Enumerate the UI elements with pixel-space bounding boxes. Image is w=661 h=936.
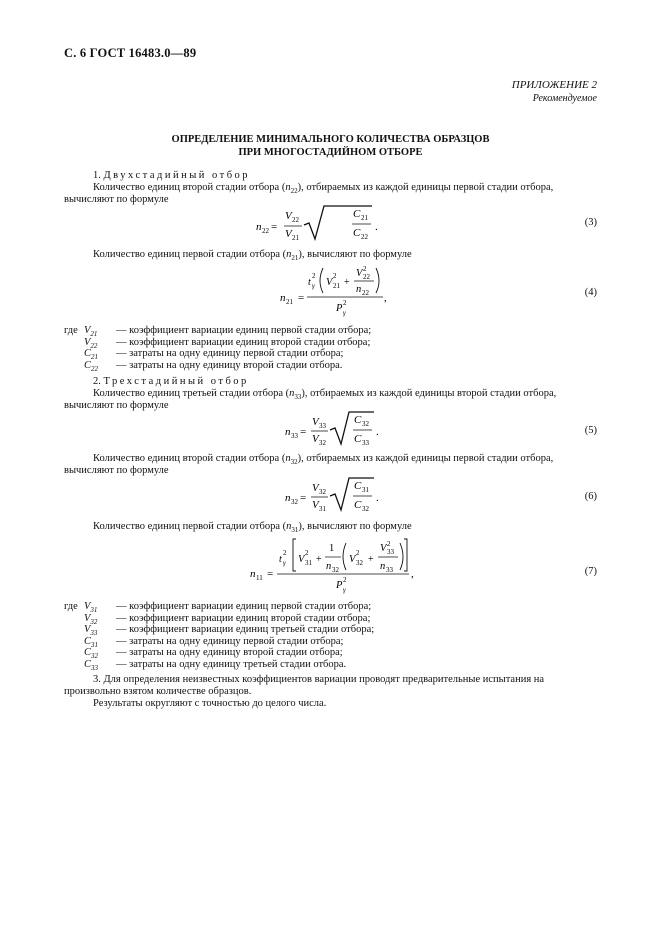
svg-text:P: P	[336, 303, 343, 314]
section-1-definitions	[64, 325, 371, 371]
appendix-status: Рекомендуемое	[532, 93, 597, 104]
formula-3	[240, 203, 390, 243]
section-1-paragraph-1-cont: вычисляют по формуле	[64, 194, 169, 205]
svg-text:n: n	[356, 284, 362, 295]
svg-text:n: n	[256, 221, 262, 233]
svg-text:22: 22	[362, 289, 369, 297]
svg-text:33: 33	[291, 432, 298, 440]
equation-number-6: (6)	[584, 491, 597, 502]
definition-row: где $V_{31}$ — коэффициент вариации единиц первой стадии отбора;	[64, 601, 372, 615]
svg-text:32: 32	[319, 439, 326, 447]
svg-text:=: =	[271, 221, 278, 233]
section-2-paragraph-3: Количество единиц первой стадии отбора $(n_{31})$, вычисляют по формуле	[93, 521, 412, 535]
svg-text:32: 32	[362, 505, 369, 513]
svg-text:11: 11	[256, 574, 263, 582]
equation-number-3: (3)	[584, 217, 597, 228]
svg-text:γ: γ	[283, 559, 286, 567]
definition-row: $V_{33}$ — коэффициент вариации единиц третьей стадии отбора;	[84, 624, 375, 638]
svg-text:+: +	[316, 554, 322, 565]
definition-row: где $V_{21}$ — коэффициент вариации единиц первой стадии отбора;	[64, 325, 372, 339]
svg-text:32: 32	[291, 498, 298, 506]
section-3-paragraph-2: Результаты округляют с точностью до целого числа.	[93, 698, 327, 709]
svg-text:31: 31	[305, 559, 312, 567]
svg-text:+: +	[368, 554, 374, 565]
svg-text:V: V	[349, 554, 356, 565]
svg-text:V: V	[326, 277, 333, 288]
svg-text:P: P	[336, 580, 343, 591]
definition-row: $C_{32}$ — затраты на одну единицу второй стадии отбора;	[84, 647, 343, 661]
svg-text:31: 31	[319, 505, 326, 513]
definition-row: $C_{31}$ — затраты на одну единицу первой стадии отбора;	[84, 635, 344, 649]
svg-text:2: 2	[343, 576, 347, 584]
section-3	[64, 674, 597, 710]
title-line-2: ПРИ МНОГОСТАДИЙНОМ ОТБОРЕ	[238, 147, 423, 158]
svg-text:2: 2	[333, 272, 337, 280]
svg-text:C: C	[354, 499, 362, 511]
svg-text:33: 33	[387, 548, 394, 556]
svg-text:t: t	[308, 277, 311, 288]
formula-4	[270, 263, 400, 323]
svg-text:2: 2	[387, 540, 391, 548]
svg-text:C: C	[354, 480, 362, 492]
svg-text:21: 21	[292, 234, 299, 242]
svg-text:C: C	[353, 208, 361, 220]
svg-text:V: V	[312, 482, 319, 494]
svg-text:33: 33	[319, 422, 326, 430]
svg-text:C: C	[354, 414, 362, 426]
svg-text:,: ,	[384, 292, 387, 304]
svg-text:33: 33	[386, 566, 393, 574]
svg-text:22: 22	[262, 227, 269, 235]
appendix-label: ПРИЛОЖЕНИЕ 2	[511, 79, 597, 91]
svg-text:V: V	[356, 268, 363, 279]
svg-text:21: 21	[333, 282, 340, 290]
svg-text:32: 32	[356, 559, 363, 567]
section-3-paragraph-1: 3. Для определения неизвестных коэффициентов вариации проводят предварительные испытания на	[93, 674, 545, 685]
svg-text:n: n	[250, 568, 256, 580]
svg-text:22: 22	[292, 216, 299, 224]
svg-text:33: 33	[362, 439, 369, 447]
svg-text:V: V	[298, 554, 305, 565]
svg-text:31: 31	[362, 486, 369, 494]
section-1-intro	[64, 170, 597, 206]
svg-text:.: .	[376, 492, 379, 504]
svg-text:C: C	[353, 227, 361, 239]
section-3-paragraph-1-cont: произвольно взятом количестве образцов.	[64, 686, 252, 697]
svg-text:γ: γ	[343, 309, 346, 317]
svg-text:22: 22	[363, 273, 370, 281]
svg-text:n: n	[285, 426, 291, 438]
section-2-intro: 2. Трехстадийный отбор Количество единиц третьей стадии отбора $(n_{33})$, отбираемых из каждой единицы второй стадии отбора, вычисляют по формуле	[64, 376, 597, 412]
svg-text:.: .	[375, 221, 378, 233]
section-2-paragraph-1: Количество единиц третьей стадии отбора $(n_{33})$, отбираемых из каждой единицы второй стадии отбора,	[93, 388, 557, 402]
svg-text:22: 22	[361, 233, 368, 241]
formula-6	[270, 476, 390, 516]
appendix-block	[512, 79, 597, 105]
svg-text:t: t	[279, 554, 282, 565]
svg-text:2: 2	[305, 549, 309, 557]
svg-text:γ: γ	[312, 282, 315, 290]
svg-text:32: 32	[332, 566, 339, 574]
svg-text:=: =	[267, 568, 274, 580]
formula-7	[246, 535, 421, 601]
svg-text:n: n	[380, 561, 386, 572]
svg-text:C: C	[354, 433, 362, 445]
section-1-heading: 1. Двухстадийный отбор	[93, 170, 251, 181]
svg-text:32: 32	[319, 488, 326, 496]
svg-text:V: V	[312, 433, 319, 445]
svg-text:21: 21	[286, 298, 293, 306]
svg-text:1: 1	[329, 543, 335, 554]
svg-text:=: =	[300, 426, 307, 438]
definition-row: $C_{21}$ — затраты на одну единицу первой стадии отбора;	[84, 348, 344, 362]
svg-text:.: .	[376, 426, 379, 438]
definition-row: $V_{32}$ — коэффициент вариации единиц второй стадии отбора;	[84, 612, 371, 626]
section-2-heading: 2. Трехстадийный отбор	[93, 376, 249, 387]
svg-text:V: V	[285, 228, 292, 240]
svg-text:2: 2	[363, 265, 367, 273]
equation-number-5: (5)	[584, 425, 597, 436]
svg-text:2: 2	[343, 299, 347, 307]
svg-text:21: 21	[361, 214, 368, 222]
svg-text:n: n	[280, 292, 286, 304]
definition-row: $C_{22}$ — затраты на одну единицу второй стадии отбора.	[84, 359, 343, 373]
svg-text:2: 2	[312, 272, 316, 280]
svg-text:2: 2	[356, 549, 360, 557]
svg-text:+: +	[344, 277, 350, 288]
section-1-paragraph-2: Количество единиц первой стадии отбора $(n_{21})$, вычисляют по формуле	[93, 249, 412, 263]
definition-row: $V_{22}$ — коэффициент вариации единиц второй стадии отбора;	[84, 336, 371, 350]
svg-text:n: n	[285, 492, 291, 504]
definition-row: $C_{33}$ — затраты на одну единицу третьей стадии отбора.	[84, 658, 347, 673]
svg-text:,: ,	[411, 568, 414, 580]
page-header: С. 6 ГОСТ 16483.0—89	[64, 46, 197, 60]
svg-text:V: V	[312, 416, 319, 428]
formula-5	[270, 410, 390, 450]
equation-number-4: (4)	[584, 287, 597, 298]
section-1-paragraph-1: Количество единиц второй стадии отбора $(n_{22})$, отбираемых из каждой единицы первой стадии отбора,	[93, 182, 554, 196]
svg-text:V: V	[285, 210, 292, 222]
svg-text:γ: γ	[343, 586, 346, 594]
title-line-1: ОПРЕДЕЛЕНИЕ МИНИМАЛЬНОГО КОЛИЧЕСТВА ОБРАЗЦОВ	[171, 134, 490, 145]
document-title	[64, 133, 597, 159]
svg-text:n: n	[326, 561, 332, 572]
svg-text:=: =	[300, 492, 307, 504]
svg-text:V: V	[380, 543, 387, 554]
svg-text:V: V	[312, 499, 319, 511]
section-2-definitions	[64, 601, 374, 671]
svg-text:32: 32	[362, 420, 369, 428]
svg-text:2: 2	[283, 549, 287, 557]
section-2-paragraph-2: Количество единиц второй стадии отбора $(n_{32})$, отбираемых из каждой единицы первой стадии отбора, вычисляют по формуле	[64, 453, 554, 476]
equation-number-7: (7)	[584, 566, 597, 577]
svg-text:=: =	[298, 292, 305, 304]
